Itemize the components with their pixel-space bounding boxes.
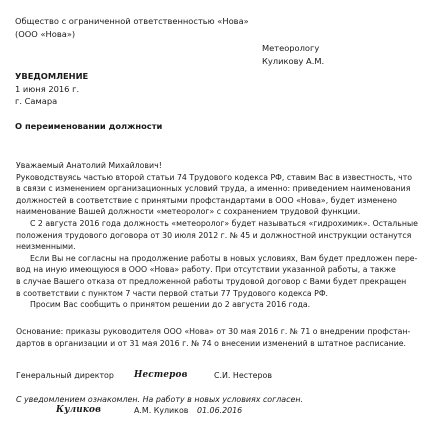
- paragraph-4-line: Просим Вас сообщить о принятом решении до 2 августа 2016 года.: [30, 300, 311, 310]
- document-type: УВЕДОМЛЕНИЕ: [15, 71, 89, 81]
- basis-line: Основание: приказы руководителя ООО «Нова» от 30 мая 2016 г. № 71 о внедрении профстан-: [16, 327, 411, 336]
- document-city: г. Самара: [15, 96, 58, 106]
- paragraph-2-line: неизменными.: [16, 242, 76, 252]
- paragraph-3-line: в случае Вашего отказа от предложенной работы трудовой договор с Вами будет прекращен: [16, 276, 407, 286]
- paragraph-1-line: наименование Вашей должности «метеоролог» с сохранением трудовой функции.: [16, 207, 361, 217]
- paragraph-2-line: положения трудового договора от 30 июля 2012 г. № 45 и должностной инструкции останутся: [16, 230, 412, 240]
- paragraph-1-line: Руководствуясь частью второй статьи 74 Трудового кодекса РФ, ставим Вас в известность, что: [16, 172, 413, 182]
- paragraph-1-line: в связи с изменением организационных условий труда, а именно: приведением наименования: [16, 184, 411, 194]
- document-subject: О переименовании должности: [15, 121, 163, 131]
- acknowledgement-text: С уведомлением ознакомлен. На работу в новых условиях согласен.: [16, 395, 303, 404]
- signatory-name: С.И. Нестеров: [214, 371, 273, 380]
- basis-block: [16, 326, 430, 349]
- recipient-position: Метеорологу: [262, 43, 320, 53]
- greeting: Уважаемый Анатолий Михайлович!: [16, 161, 162, 170]
- document-date: 1 июня 2016 г.: [15, 84, 80, 94]
- employee-handwritten-signature: Куликов: [56, 405, 102, 415]
- recipient-name: Куликову А.М.: [262, 56, 325, 66]
- director-handwritten-signature: Нестеров: [134, 370, 188, 380]
- paragraph-2-line: С 2 августа 2016 года должность «метеоролог» будет называться «гидрохимик». Остальные: [30, 218, 418, 228]
- letter-body: [16, 160, 430, 311]
- signatory-position: Генеральный директор: [16, 371, 114, 380]
- paragraph-1-line: должностей в соответствие с принятыми профстандартами в ООО «Нова», будет изменено: [16, 195, 397, 205]
- org-short-name: (ООО «Нова»): [15, 29, 76, 39]
- employee-name: А.М. Куликов: [134, 406, 189, 415]
- paragraph-3-line: в соответствии с пунктом 7 части первой статьи 77 Трудового кодекса РФ.: [16, 288, 329, 298]
- org-name: Общество с ограниченной ответственностью «Нова»: [15, 16, 249, 26]
- paragraph-3-line: Если Вы не согласны на продолжение работы в новых условиях, Вам будет предложен пере-: [30, 253, 418, 263]
- acknowledgement-date: 01.06.2016: [197, 406, 243, 415]
- paragraph-3-line: вод на иную имеющуюся в ООО «Нова» работу. При отсутствии указанной работы, а также: [16, 265, 396, 275]
- basis-line: дартов в организации и от 31 мая 2016 г. № 74 о внесении изменений в штатное расписание.: [16, 338, 407, 348]
